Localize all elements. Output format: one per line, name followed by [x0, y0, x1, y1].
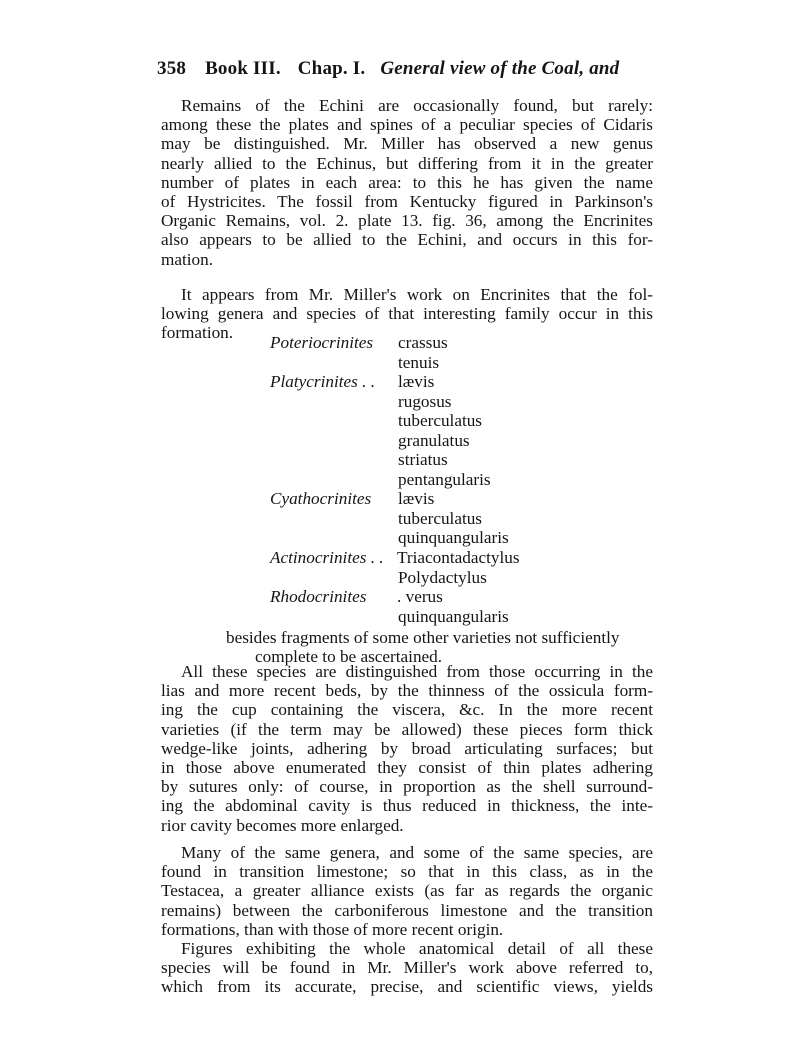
list-item	[270, 372, 650, 392]
list-item	[270, 431, 650, 451]
list-item	[270, 333, 650, 353]
text-line: Many of the same genera, and some of the same species, are	[181, 843, 653, 862]
page-number: 358	[157, 58, 187, 79]
text-line: lias and more recent beds, by the thinness of the ossicula form-	[161, 681, 653, 701]
text-line: All these species are distinguished from those occurring in the	[181, 662, 653, 681]
list-item	[270, 470, 650, 490]
species-name: . verus	[397, 587, 443, 607]
text-line: ing the cup containing the viscera, &c. In the more recent	[161, 700, 653, 720]
chapter-label: Chap. I.	[297, 58, 366, 79]
text-line: Figures exhibiting the whole anatomical detail of all these	[181, 939, 653, 958]
text-line: number of plates in each area: to this he has given the name	[161, 172, 653, 192]
species-name: lævis	[398, 489, 435, 509]
text-line: Remains of the Echini are occasionally found, but rarely:	[181, 96, 653, 115]
genus-name: Cyathocrinites	[270, 489, 372, 509]
genus-name: Actinocrinites . .	[270, 548, 384, 568]
species-name: granulatus	[398, 430, 470, 450]
list-item	[270, 509, 650, 529]
text-line: in those above enumerated they consist of thin plates adhering	[161, 757, 653, 777]
text-line: also appears to be allied to the Echini, and occurs in this for-	[161, 230, 653, 250]
text-line: nearly allied to the Echinus, but differing from it in the greater	[161, 153, 653, 173]
genus-name: Poteriocrinites	[270, 333, 374, 352]
list-item	[270, 568, 650, 588]
list-item	[270, 587, 650, 607]
list-item	[270, 353, 650, 373]
species-name: quinquangularis	[398, 606, 509, 626]
species-name: tuberculatus	[398, 411, 482, 431]
species-name: tuberculatus	[398, 508, 482, 528]
genus-name: Rhodocrinites	[270, 587, 367, 607]
text-line: rior cavity becomes more enlarged.	[161, 815, 404, 835]
text-line: ing the abdominal cavity is thus reduced in thickness, the inte-	[161, 796, 653, 816]
paragraph-echini	[161, 96, 653, 269]
list-item	[270, 392, 650, 412]
list-item	[270, 528, 650, 548]
text-line: lowing genera and species of that interesting family occur in this	[161, 304, 653, 324]
list-item	[270, 607, 650, 627]
text-line: Testacea, a greater alliance exists (as far as regards the organic	[161, 881, 653, 901]
list-item	[270, 489, 650, 509]
text-line: among these the plates and spines of a peculiar species of Cidaris	[161, 115, 653, 135]
book-label: Book III.	[205, 58, 281, 79]
list-item	[270, 450, 650, 470]
genera-species-list	[270, 333, 650, 626]
text-line: found in transition limestone; so that in this class, as in the	[161, 862, 653, 882]
fragments-note	[226, 628, 666, 666]
text-line: wedge-like joints, adhering by broad articulating surfaces; but	[161, 738, 653, 758]
text-line: complete to be ascertained.	[255, 647, 443, 667]
species-name: striatus	[398, 450, 448, 470]
text-line: by sutures only: of course, in proportion as the shell surround-	[161, 777, 653, 797]
paragraph-species-distinction	[161, 662, 653, 835]
species-name: rugosus	[398, 391, 452, 411]
species-name: Triacontadactylus	[397, 548, 520, 568]
list-item	[270, 548, 650, 568]
text-line: of Hystricites. The fossil from Kentucky figured in Parkinson's	[161, 191, 653, 211]
paragraph-figures	[161, 939, 653, 997]
species-name: Polydactylus	[398, 567, 487, 587]
text-line: formation.	[161, 323, 234, 343]
running-title: General view of the Coal, and	[380, 58, 620, 79]
text-line: varieties (if the term may be allowed) these pieces form thick	[161, 719, 653, 739]
text-line: mation.	[161, 249, 214, 269]
species-name: lævis	[398, 372, 435, 392]
genus-name: Platycrinites . .	[270, 372, 376, 392]
paragraph-transition-limestone	[161, 843, 653, 939]
species-name: quinquangularis	[398, 528, 509, 548]
text-line: may be distinguished. Mr. Miller has observed a new genus	[161, 134, 653, 154]
text-line: which from its accurate, precise, and scientific views, yields	[161, 977, 653, 997]
species-name: tenuis	[398, 352, 440, 372]
species-name: crassus	[398, 333, 448, 352]
text-line: species will be found in Mr. Miller's work above referred to,	[161, 958, 653, 978]
species-name: pentangularis	[398, 469, 491, 489]
text-line: formations, than with those of more recent origin.	[161, 919, 504, 939]
text-line: It appears from Mr. Miller's work on Encrinites that the fol-	[181, 285, 653, 304]
running-header	[157, 58, 647, 80]
text-line: Organic Remains, vol. 2. plate 13. fig. 36, among the Encrinites	[161, 211, 653, 231]
text-line: besides fragments of some other varieties not sufficiently	[226, 628, 620, 647]
list-item	[270, 411, 650, 431]
text-line: remains) between the carboniferous limestone and the transition	[161, 900, 653, 920]
